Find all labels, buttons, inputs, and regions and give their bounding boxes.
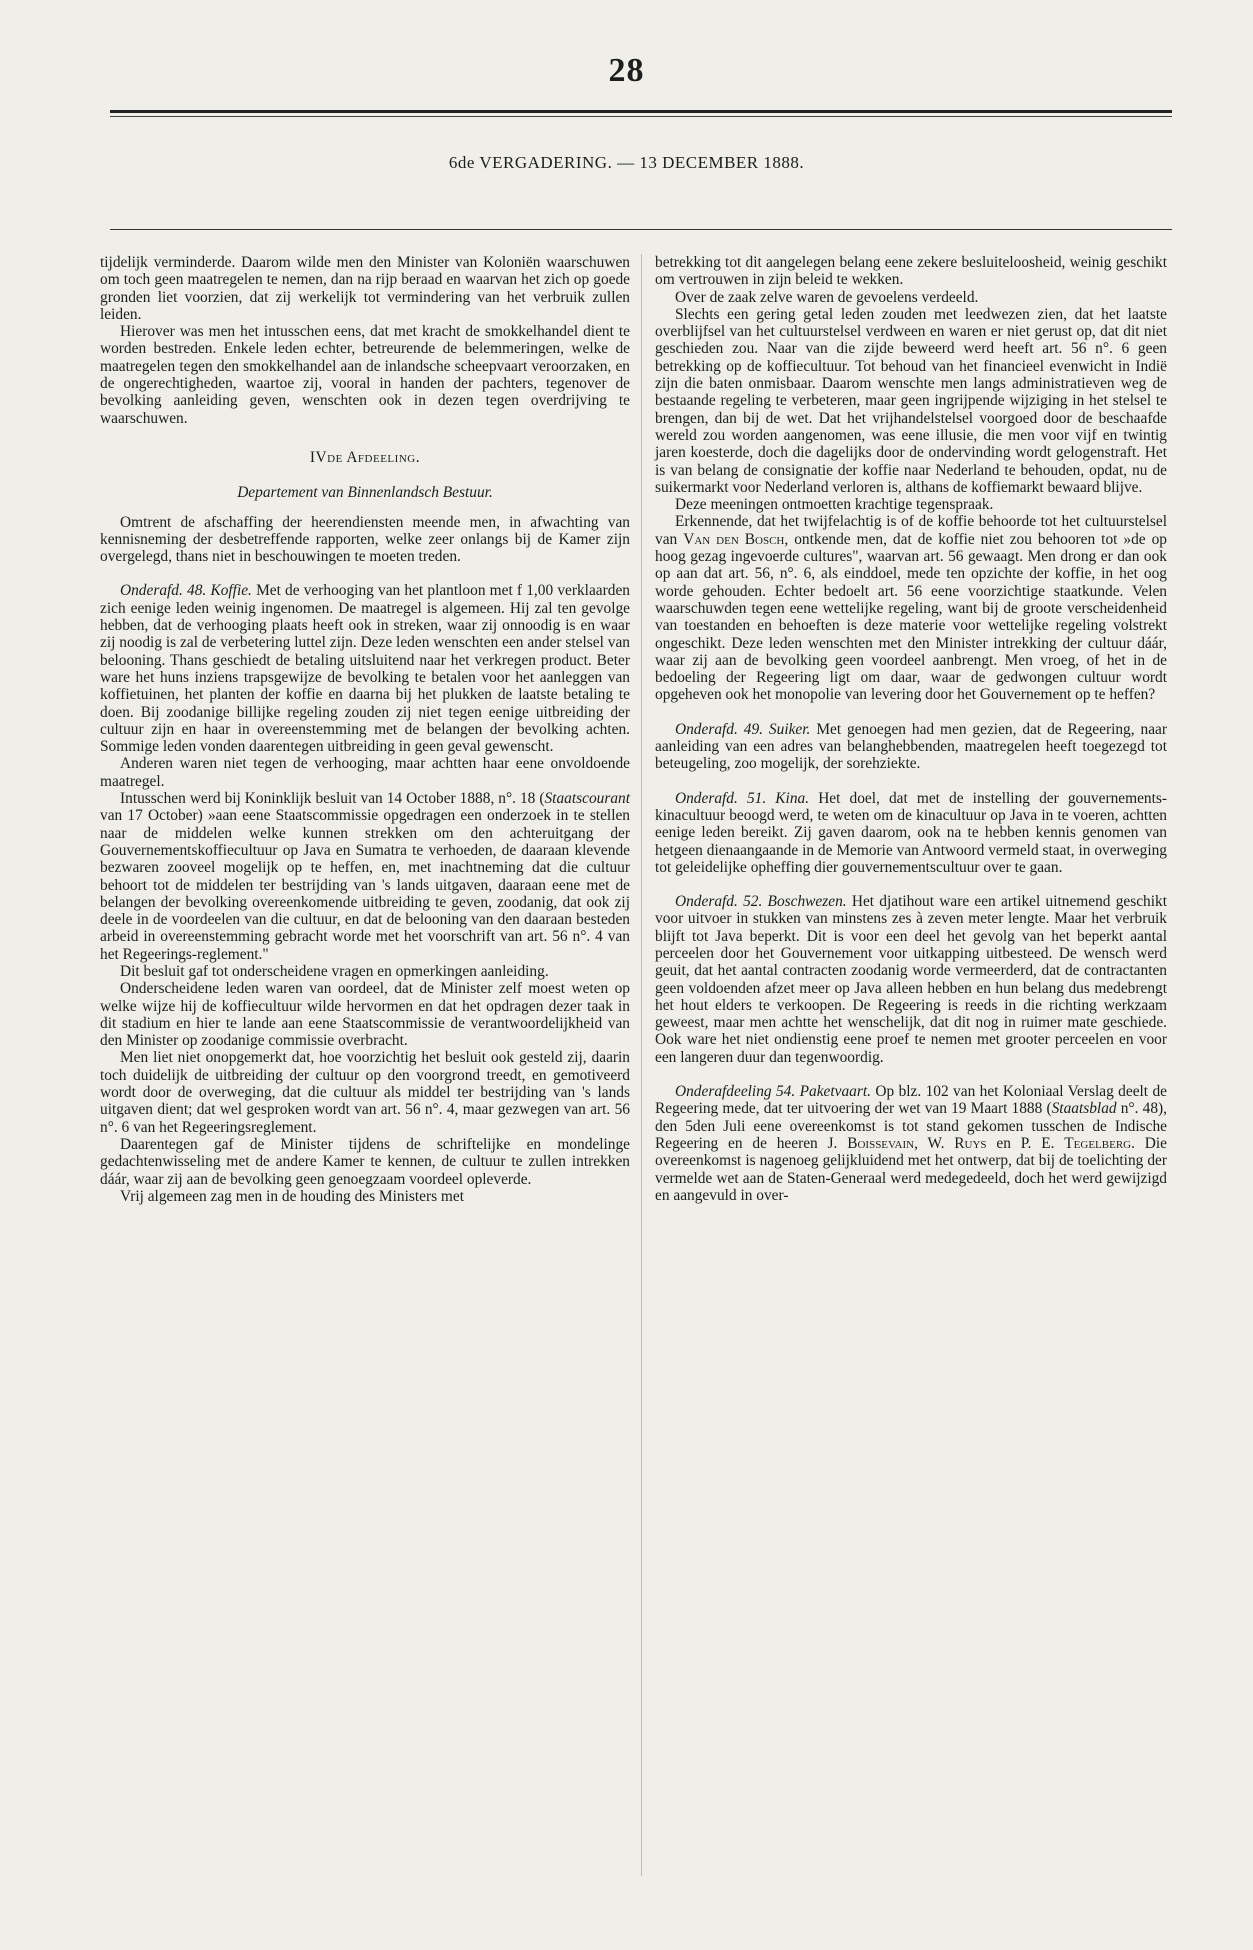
paragraph: Hierover was men het intusschen eens, dat met kracht de smokkelhandel dient te worden bestreden. Enkele leden echter, betreurende de belemmeringen, welke de maatregelen tegen den smokkelhandel aan de inlandsche scheepvaart veroorzaken, en de ongerechtigheden, waartoe zij, vooral in handen der pachters, tegenover de bevolking aanleiding geven, wenschten ook in dezen tegen overdrijving te waarschuwen.: [100, 323, 630, 427]
paragraph: Men liet niet onopgemerkt dat, hoe voorzichtig het besluit ook gesteld zij, daarin toch duidelijk de uitbreiding der cultuur op den voorgrond treedt, en gemotiveerd wordt door de overweging, dat die cultuur als middel ter bestrijding van 's lands uitgaven dient; dat wel gesproken wordt van art. 56 n°. 4, maar gezwegen van art. 56 n°. 6 van het Regeeringsreglement.: [100, 1049, 630, 1136]
top-rule-thin: [110, 116, 1172, 117]
paragraph: Onderafdeeling 54. Paketvaart. Op blz. 102 van het Koloniaal Verslag deelt de Regeering mede, dat ter uitvoering der wet van 19 Maart 1888 (Staatsblad n°. 48), den 5den Juli eene overeenkomst is tot stand gekomen tusschen de Indische Regeering en de heeren J. Boissevain, W. Ruys en P. E. Tegelberg. Die overeenkomst is nagenoeg gelijkluidend met het ontwerp, dat bij de toelichting der vermelde wet aan de Staten-Generaal werd medegedeeld, doch het werd gewijzigd en aangevuld in over-: [655, 1083, 1167, 1204]
paragraph: Onderafd. 52. Boschwezen. Het djatihout ware een artikel uitnemend geschikt voor uitvoer in stukken van minstens zes à zeven meter lengte. Maar het verbruik blijft tot Java beperkt. Dit is voor een deel het gevolg van het beperkt aantal perceelen door het Gouvernement voor uitkapping uitbesteed. De wensch werd geuit, dat het aantal contracten zoodanig worde vermeerderd, dat de contractanten geen voldoenden afzet meer op Java alleen hebben en hun belang dus medebrengt het hout elders te verkoopen. De Regeering is reeds in die richting werkzaam geweest, maar men achtte het wenschelijk, dat dit nog in ruimer mate geschiede. Ook ware het niet ondienstig eene proef te nemen met grooter perceelen en voor een langeren duur dan tegenwoordig.: [655, 893, 1167, 1066]
subsection-topic: Koffie.: [210, 582, 252, 600]
paragraph: Vrij algemeen zag men in de houding des Ministers met: [120, 1187, 464, 1205]
paragraph: tijdelijk verminderde. Daarom wilde men den Minister van Koloniën waarschuwen om toch geen maatregelen te nemen, dan na rijp beraad en waarvan het zich op goede gronden liet voorzien, dat zij werkelijk tot vermindering van het verbruik zullen leiden.: [100, 254, 630, 323]
paragraph: Daarentegen gaf de Minister tijdens de schriftelijke en mondelinge gedachtenwisseling met de andere Kamer te kennen, de cultuur te zullen intrekken dáár, waar zij aan de bevolking geen genoegzaam voordeel opleverde.: [100, 1135, 630, 1188]
subsection-label: Onderafdeeling 54.: [675, 1083, 796, 1101]
subsection-topic: Kina.: [775, 789, 810, 807]
heading-rule: [110, 229, 1172, 230]
subsection-label: Onderafd. 48.: [120, 582, 207, 600]
paragraph: Anderen waren niet tegen de verhooging, maar achtten haar eene onvoldoende maatregel.: [100, 755, 630, 790]
subsection-label: Onderafd. 49.: [675, 720, 763, 738]
paragraph: Deze meeningen ontmoetten krachtige tegenspraak.: [675, 496, 994, 514]
paragraph: Slechts een gering getal leden zouden met leedwezen zien, dat het laatste overblijfsel van het cultuurstelsel verdween en waren er niet gerust op, dat dit niet geschieden zou. Naar van die zijde beweerd werd heeft art. 56 n°. 6 geen betrekking op de koffiecultuur. Tot behoud van het financieel evenwicht in Indië zijn die baten onmisbaar. Daarom wenschte men langs administratieven weg de bestaande regeling te verbeteren, maar geen ingrijpende wijziging in het stelsel te brengen, dan bij de wet. Dat het vrijhandelstelsel voorgoed door de beschaafde wereld zou worden aangenomen, was eene illusie, die men voor vijf en twintig jaren koesterde, doch die dagelijks door de ondervinding wordt gelogenstraft. Het is van belang de consignatie der koffie naar Nederland te behouden, opdat, nu de suikermarkt voor Nederland verloren is, althans de koffiemarkt bewaard blijve.: [655, 305, 1167, 496]
paragraph: Erkennende, dat het twijfelachtig is of de koffie behoorde tot het cultuurstelsel van Van den Bosch, ontkende men, dat de koffie niet zou behooren tot »de op hoog gezag ingevoerde cultures", waarvan art. 56 gewaagt. Men drong er dan ook op aan dat art. 56, n°. 6, als einddoel, mede ten opzichte der koffie, in het oog worde gehouden. Echter bedoelt art. 56 eene voorzichtige staatkunde. Velen waarschuwden tegen eene wettelijke regeling, want bij de groote verscheidenheid van toestanden en behoeften is deze materie voor wettelijke regeling volstrekt ongeschikt. Deze leden wenschten met den Minister intrekking der cultuur dáár, waar zij aan de bevolking geen voordeel aanbrengt. Men vroeg, of het in de bedoeling der Regeering ligt om daar, waar de gedwongen cultuur wordt opgeheven ook het monopolie van levering door het Gouvernement op te heffen?: [655, 513, 1167, 704]
right-column: [655, 254, 1167, 1204]
paragraph: Dit besluit gaf tot onderscheidene vragen en opmerkingen aanleiding.: [120, 962, 549, 980]
section-title: IVde Afdeeling.: [309, 448, 421, 466]
subsection-label: Onderafd. 52.: [675, 893, 763, 911]
paragraph: Onderafd. 51. Kina. Het doel, dat met de instelling der gouvernements-kinacultuur beoogd werd, te weten om de kinacultuur op Java in te voeren, achtten eenige leden bereikt. Zij gaven daarom, ook na te hebben kennis genomen van hetgeen dienaangaande in de Memorie van Antwoord vermeld staat, in overweging tot geleidelijke opheffing dier gouvernementscultuur over te gaan.: [655, 789, 1167, 876]
left-column: [100, 254, 630, 1205]
page-heading: 6de VERGADERING. — 13 DECEMBER 1888.: [448, 153, 805, 172]
paragraph: Onderafd. 49. Suiker. Met genoegen had men gezien, dat de Regeering, naar aanleiding van een adres van belanghebbenden, maatregelen heeft toegezegd tot beteugeling, zoo mogelijk, der sorehziekte.: [655, 720, 1167, 773]
paragraph: Over de zaak zelve waren de gevoelens verdeeld.: [675, 288, 979, 306]
column-divider: [641, 254, 642, 1876]
paragraph: Omtrent de afschaffing der heerendiensten meende men, in afwachting van kennisneming der desbetreffende rapporten, welke zeer onlangs bij de Kamer zijn overgelegd, thans niet in beschouwingen te moeten treden.: [100, 513, 630, 566]
subsection-topic: Paketvaart.: [799, 1083, 871, 1101]
paragraph: Onderafd. 48. Koffie. Met de verhooging van het plantloon met f 1,00 verklaarden zich eenige leden weinig ingenomen. De maatregel is algemeen. Hij zal ten gevolge hebben, dat de verhooging plaats heeft ook in streken, waar zij onnoodig is en waar zij noodig is zal de verbetering luttel zijn. Deze leden wenschten een ander stelsel van belooning. Thans geschiedt de betaling uitsluitend naar het verkregen product. Beter ware het huns inziens trapsgewijze de bevolking te betalen voor het aanleggen van koffietuinen, het planten der koffie en daarna bij het plukken de laatste betaling te doen. Bij zoodanige billijke regeling zouden zij niet tegen eenige uitbreiding der cultuur zijn en haar in overeenstemming met de belangen der bevolking achten. Sommige leden vonden daarentegen uitbreiding in geen geval gewenscht.: [100, 582, 630, 756]
subsection-topic: Boschwezen.: [767, 893, 847, 911]
top-rule: [110, 110, 1172, 113]
subsection-label: Onderafd. 51.: [675, 789, 767, 807]
paragraph: betrekking tot dit aangelegen belang eene zekere besluiteloosheid, weinig geschikt om vertrouwen in zijn beleid te wekken.: [655, 254, 1167, 289]
subsection-topic: Suiker.: [768, 720, 811, 738]
paragraph: Intusschen werd bij Koninklijk besluit van 14 October 1888, n°. 18 (Staatscourant van 17 October) »aan eene Staatscommissie opgedragen een onderzoek in te stellen naar de middelen welke kunnen strekken om den achteruitgang der Gouvernementskoffiecultuur op Java en Sumatra te verhoeden, de daaraan klevende bezwaren zooveel mogelijk op te heffen, en, met inachtneming dat die cultuur behoort tot de middelen ter bestrijding van 's lands uitgaven, daaraan eene met de belangen der bevolking overeenkomende uitbreiding te geven, zoodanig, dat ook zij deele in de voordeelen van die cultuur, en dat de belooning van den daaraan besteden arbeid in overeenstemming gebracht worde met het voorschrift van art. 56 n°. 4 van het Regeerings-reglement.": [100, 790, 630, 963]
paragraph: Onderscheidene leden waren van oordeel, dat de Minister zelf moest weten op welke wijze hij de koffiecultuur wilde hervormen en dat het opdragen dezer taak in dit stadium en hier te lande aan eene Staatscommissie de verantwoordelijkheid van den Minister op zoodanige commissie overbracht.: [100, 980, 630, 1050]
department-title: Departement van Binnenlandsch Bestuur.: [237, 484, 493, 502]
page-number: 28: [608, 52, 645, 89]
